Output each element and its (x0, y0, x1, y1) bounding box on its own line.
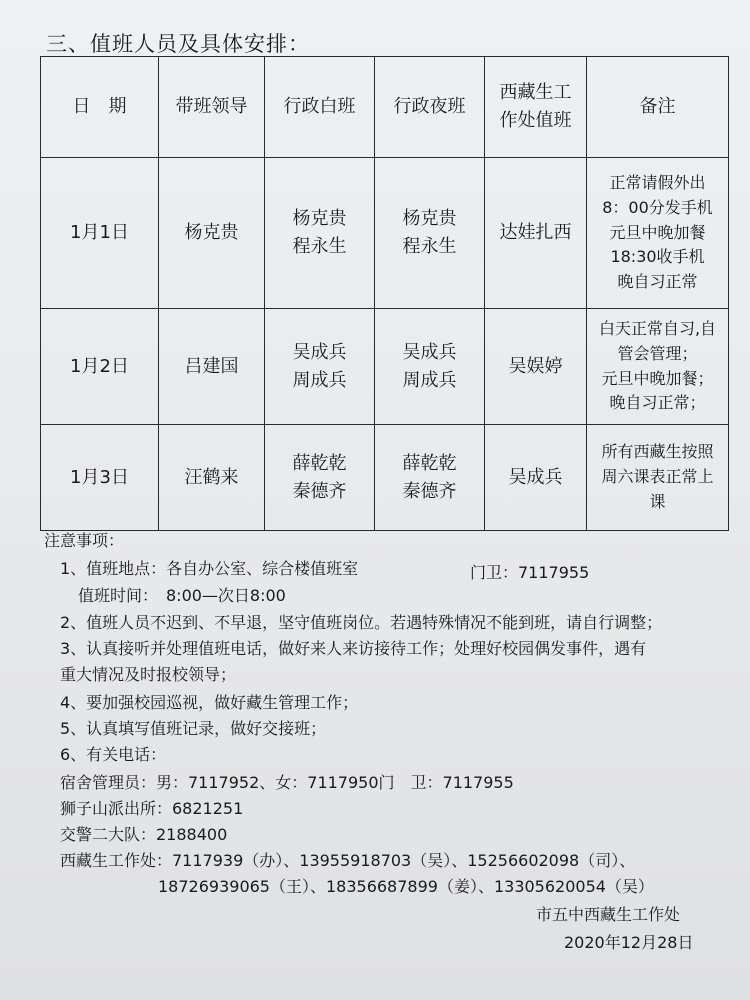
remark-line: 晚自习正常； (609, 393, 706, 413)
notes-heading: 注意事项： (44, 531, 125, 550)
cell-leader: 汪鹤来 (159, 425, 265, 531)
header-day-shift: 行政白班 (265, 57, 375, 158)
remark-line: 元旦中晚加餐； (601, 368, 714, 388)
cell-night-shift (375, 158, 485, 309)
remark-line: 18:30收手机 (610, 247, 705, 267)
header-remarks: 备注 (587, 57, 729, 158)
note-item-3-cont: 重大情况及时报校领导； (60, 665, 237, 684)
traffic-police-phone: 交警二大队：2188400 (60, 825, 228, 844)
note-item-6: 6、有关电话： (60, 745, 167, 764)
table-row (41, 425, 729, 531)
name: 薛乾乾 (292, 452, 347, 474)
signature-date: 2020年12月28日 (564, 933, 694, 952)
note-item-2: 2、值班人员不迟到、不早退，坚守值班岗位。若遇特殊情况不能到班，请自行调整； (60, 613, 663, 632)
name: 吴成兵 (402, 341, 457, 363)
duty-time: 值班时间： 8:00—次日8:00 (78, 586, 286, 605)
remark-line: 周六课表正常上 (601, 467, 714, 487)
cell-night-shift (375, 425, 485, 531)
cell-day-shift (265, 425, 375, 531)
signature-org: 市五中西藏生工作处 (536, 905, 681, 924)
tibet-office-phones-cont: 18726939065（王）、18356687899（姜）、13305620054（吴） (158, 877, 654, 896)
cell-day-shift (265, 158, 375, 309)
tibet-office-phones: 西藏生工作处：7117939（办）、13955918703（吴）、15256602098（司）、 (60, 851, 636, 870)
header-leader: 带班领导 (159, 57, 265, 158)
gate-phone: 门卫：7117955 (470, 563, 590, 582)
name: 程永生 (402, 236, 457, 257)
note-item-1: 1、值班地点：各自办公室、综合楼值班室 (60, 559, 359, 578)
name: 杨克贵 (402, 208, 457, 230)
cell-tibet-office: 吴成兵 (485, 425, 587, 531)
name: 薛乾乾 (402, 452, 457, 474)
name: 杨克贵 (292, 208, 347, 230)
note-item-3: 3、认真接听并处理值班电话，做好来人来访接待工作；处理好校园偶发事件，遇有 (60, 639, 647, 658)
remark-line: 管会管理； (617, 343, 698, 363)
header-tibet-line2: 作处值班 (499, 110, 572, 131)
note-item-4: 4、要加强校园巡视，做好藏生管理工作； (60, 693, 359, 712)
remark-line: 正常请假外出 (609, 173, 706, 192)
cell-date: 1月1日 (41, 158, 159, 309)
cell-date: 1月3日 (41, 425, 159, 531)
name: 周成兵 (292, 369, 347, 391)
dorm-phones: 宿舍管理员：男：7117952、女：7117950门 卫：7117955 (60, 773, 514, 792)
table-row (41, 158, 729, 309)
table-header-row (41, 57, 729, 158)
cell-remarks (587, 158, 729, 309)
duty-schedule-table (40, 56, 729, 531)
remark-line: 所有西藏生按照 (601, 442, 714, 462)
header-date: 日 期 (41, 57, 159, 158)
name: 程永生 (292, 236, 347, 257)
remark-line: 8：00分发手机 (602, 197, 713, 217)
cell-day-shift (265, 309, 375, 425)
cell-remarks (587, 309, 729, 425)
cell-night-shift (375, 309, 485, 425)
note-item-5: 5、认真填写值班记录，做好交接班； (60, 719, 327, 738)
remark-line: 课 (649, 491, 666, 511)
cell-leader: 杨克贵 (159, 158, 265, 309)
remark-line: 晚自习正常 (617, 272, 698, 292)
header-night-shift: 行政夜班 (375, 57, 485, 158)
cell-leader: 吕建国 (159, 309, 265, 425)
cell-tibet-office: 达娃扎西 (485, 158, 587, 309)
header-tibet-office (485, 57, 587, 158)
name: 秦德齐 (402, 480, 457, 502)
name: 周成兵 (402, 369, 457, 391)
police-phone: 狮子山派出所：6821251 (60, 799, 244, 818)
cell-remarks (587, 425, 729, 531)
name: 吴成兵 (292, 341, 347, 363)
section-title: 三、值班人员及具体安排： (46, 32, 310, 56)
header-tibet-line1: 西藏生工 (499, 82, 572, 104)
name: 秦德齐 (292, 480, 347, 502)
cell-tibet-office: 吴娱婷 (485, 309, 587, 425)
table-row (41, 309, 729, 425)
remark-line: 白天正常自习,自 (598, 318, 717, 338)
remark-line: 元旦中晚加餐 (609, 222, 706, 242)
cell-date: 1月2日 (41, 309, 159, 425)
